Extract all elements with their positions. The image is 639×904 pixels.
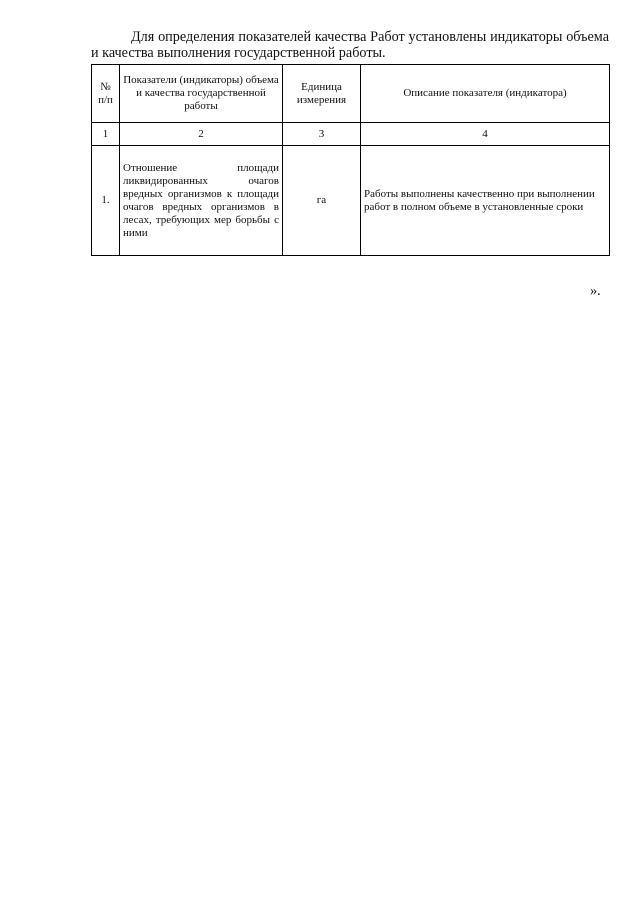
row-description: Работы выполнены качественно при выполнении работ в полном объеме в установленные сроки [361, 146, 610, 256]
row-unit: га [283, 146, 361, 256]
header-unit: Единица измерения [283, 65, 361, 123]
header-description: Описание показателя (индикатора) [361, 65, 610, 123]
row-indicator-name: Отношение площади ликвидированных очагов вредных организмов к площади очагов вредных организмов в лесах, требующих мер борьбы с ними [120, 146, 283, 256]
intro-paragraph: Для определения показателей качества Работ установлены индикаторы объема и качества выполнения государственной работы. [91, 29, 609, 61]
closing-quote: ». [590, 283, 601, 299]
column-number: 2 [120, 123, 283, 146]
header-indicator: Показатели (индикаторы) объема и качества государственной работы [120, 65, 283, 123]
table-header-row [92, 65, 610, 123]
header-number: № п/п [92, 65, 120, 123]
column-number: 1 [92, 123, 120, 146]
indicators-table [91, 64, 610, 256]
table-row [92, 146, 610, 256]
row-number: 1. [92, 146, 120, 256]
column-numbers-row [92, 123, 610, 146]
column-number: 4 [361, 123, 610, 146]
column-number: 3 [283, 123, 361, 146]
